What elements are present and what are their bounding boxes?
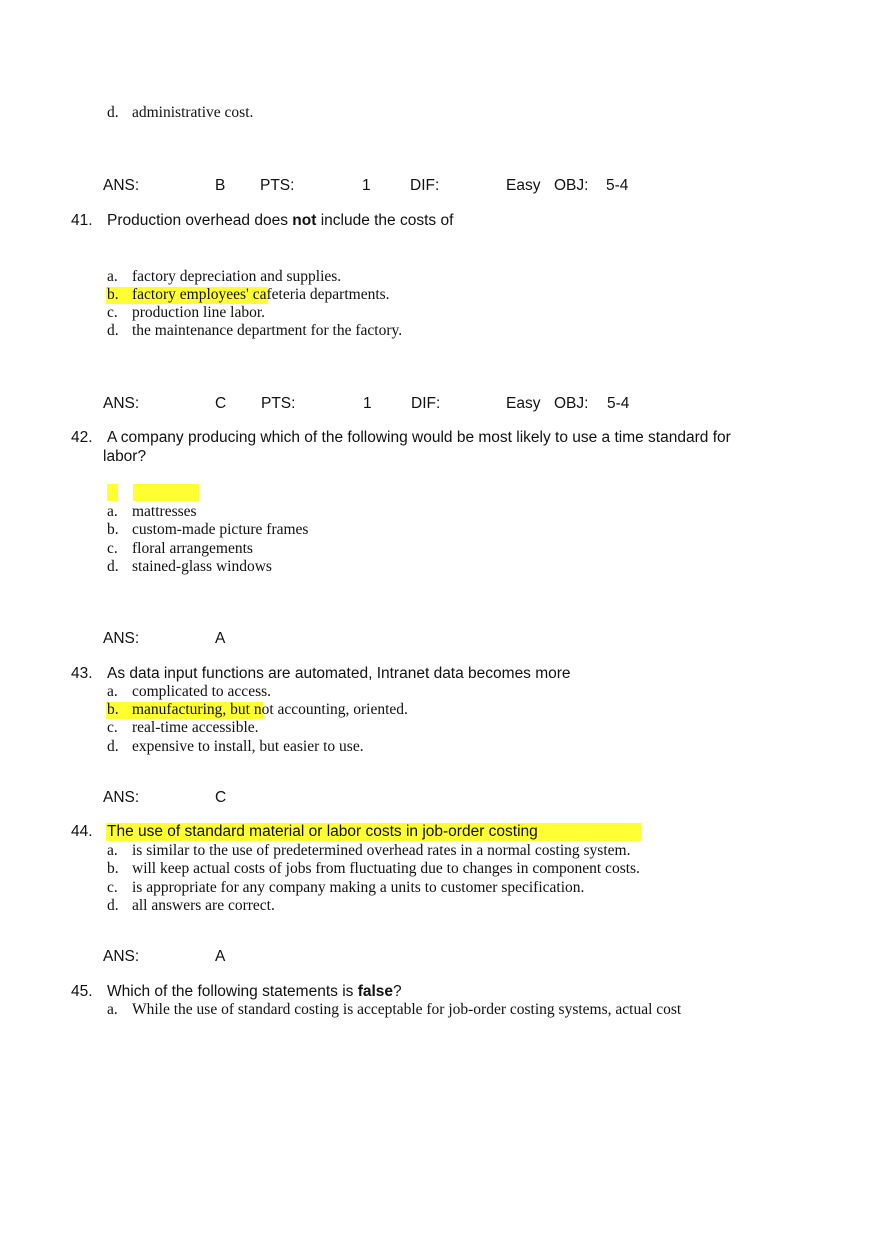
option-text: will keep actual costs of jobs from fluctuating due to changes in component costs. <box>132 860 640 877</box>
dif-label: DIF: <box>411 395 441 412</box>
option-letter: a. <box>107 842 118 859</box>
option-letter: b. <box>107 521 119 538</box>
question-text-continued: labor? <box>103 448 147 465</box>
option-text: administrative cost. <box>132 104 254 121</box>
option-letter: c. <box>107 540 118 557</box>
option-text: complicated to access. <box>132 683 272 700</box>
question-number: 42. <box>71 429 93 446</box>
obj-label: OBJ: <box>554 395 589 412</box>
option-letter: c. <box>107 879 118 896</box>
obj-label: OBJ: <box>554 177 589 194</box>
question-text: The use of standard material or labor costs in job-order costing <box>107 823 538 840</box>
question-number: 45. <box>71 983 93 1000</box>
option-letter: c. <box>107 719 118 736</box>
option-letter: c. <box>107 304 118 321</box>
option-text: all answers are correct. <box>132 897 275 914</box>
dif-value: Easy <box>506 395 541 412</box>
question-number: 43. <box>71 665 93 682</box>
pts-label: PTS: <box>260 177 295 194</box>
pts-value: 1 <box>362 177 371 194</box>
question-text: Production overhead does not include the costs of <box>107 212 454 229</box>
option-letter: d. <box>107 738 119 755</box>
highlight-mark <box>133 484 199 501</box>
pts-value: 1 <box>363 395 372 412</box>
pts-label: PTS: <box>261 395 296 412</box>
option-letter: b. <box>107 286 119 303</box>
option-letter: a. <box>107 503 118 520</box>
ans-value: C <box>215 789 227 806</box>
option-text: While the use of standard costing is acceptable for job-order costing systems, actual cost <box>132 1001 682 1018</box>
question-text: Which of the following statements is false? <box>107 983 402 1000</box>
option-text: custom-made picture frames <box>132 521 309 538</box>
dif-label: DIF: <box>410 177 440 194</box>
option-letter: b. <box>107 860 119 877</box>
option-text: mattresses <box>132 503 197 520</box>
option-text: expensive to install, but easier to use. <box>132 738 364 755</box>
question-number: 44. <box>71 823 93 840</box>
question-text: As data input functions are automated, Intranet data becomes more <box>107 665 571 682</box>
option-text: floral arrangements <box>132 540 253 557</box>
dif-value: Easy <box>506 177 541 194</box>
option-letter: d. <box>107 558 119 575</box>
question-text: A company producing which of the following would be most likely to use a time standard for <box>107 429 731 446</box>
option-letter: a. <box>107 683 118 700</box>
option-letter: b. <box>107 701 119 718</box>
option-text: the maintenance department for the factory. <box>132 322 403 339</box>
option-text: production line labor. <box>132 304 266 321</box>
ans-label: ANS: <box>103 789 140 806</box>
highlight-mark <box>107 484 118 501</box>
option-text: factory employees' cafeteria departments. <box>132 286 390 303</box>
option-text: stained-glass windows <box>132 558 272 575</box>
option-text: manufacturing, but not accounting, oriented. <box>132 701 408 718</box>
ans-value: B <box>215 177 226 194</box>
ans-value: A <box>215 948 226 965</box>
obj-value: 5-4 <box>606 177 629 194</box>
option-text: is appropriate for any company making a units to customer specification. <box>132 879 585 896</box>
option-text: factory depreciation and supplies. <box>132 268 342 285</box>
option-letter: d. <box>107 897 119 914</box>
option-letter: a. <box>107 268 118 285</box>
ans-label: ANS: <box>103 395 140 412</box>
ans-value: C <box>215 395 227 412</box>
option-letter: d. <box>107 322 119 339</box>
ans-label: ANS: <box>103 948 140 965</box>
option-text: real-time accessible. <box>132 719 259 736</box>
ans-value: A <box>215 630 226 647</box>
ans-label: ANS: <box>103 177 140 194</box>
option-letter: a. <box>107 1001 118 1018</box>
question-number: 41. <box>71 212 93 229</box>
obj-value: 5-4 <box>607 395 630 412</box>
option-text: is similar to the use of predetermined overhead rates in a normal costing system. <box>132 842 631 859</box>
ans-label: ANS: <box>103 630 140 647</box>
option-letter: d. <box>107 104 119 121</box>
